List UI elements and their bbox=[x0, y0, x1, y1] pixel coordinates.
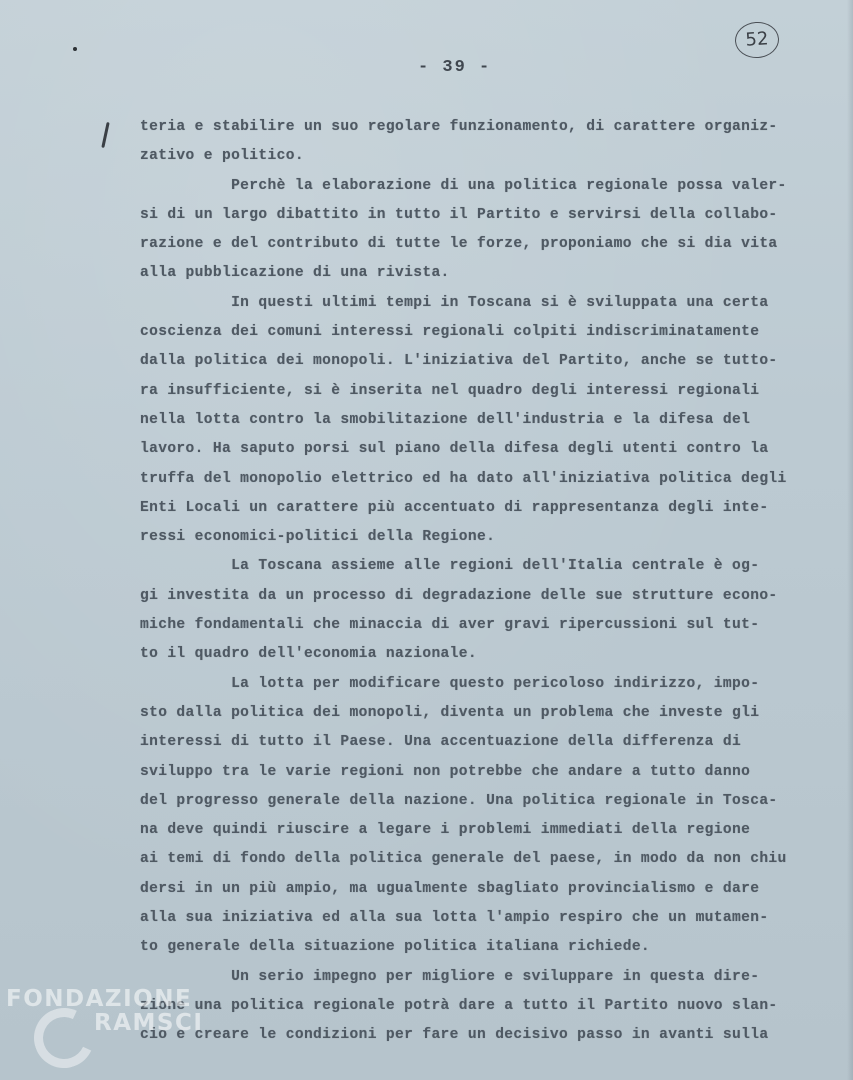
text-line: dalla politica dei monopoli. L'iniziativa del Partito, anche se tutto- bbox=[140, 353, 778, 370]
text-line: truffa del monopolio elettrico ed ha dato all'iniziativa politica degli bbox=[140, 470, 787, 487]
text-line: sviluppo tra le varie regioni non potrebbe che andare a tutto danno bbox=[140, 763, 751, 780]
text-line: ressi economici-politici della Regione. bbox=[140, 529, 496, 546]
text-line: alla pubblicazione di una rivista. bbox=[140, 265, 450, 282]
text-line: In questi ultimi tempi in Toscana si è sviluppata una certa bbox=[140, 294, 769, 311]
text-line: to il quadro dell'economia nazionale. bbox=[140, 646, 477, 663]
text-line: zione una politica regionale potrà dare a tutto il Partito nuovo slan- bbox=[140, 997, 778, 1014]
text-line: zativo e politico. bbox=[140, 148, 304, 165]
text-line: nella lotta contro la smobilitazione dell'industria e la difesa del bbox=[140, 411, 751, 428]
text-line: Perchè la elaborazione di una politica regionale possa valer- bbox=[140, 177, 787, 194]
page-number: - 39 - bbox=[418, 58, 492, 77]
text-line: sto dalla politica dei monopoli, diventa un problema che investe gli bbox=[140, 704, 760, 721]
text-line: ra insufficiente, si è inserita nel quadro degli interessi regionali bbox=[140, 382, 760, 399]
text-line: na deve quindi riuscire a legare i problemi immediati della regione bbox=[140, 822, 751, 839]
document-body bbox=[140, 113, 850, 1051]
fondazione-gramsci-watermark bbox=[6, 986, 216, 1080]
text-line: si di un largo dibattito in tutto il Partito e servirsi della collabo- bbox=[140, 206, 778, 223]
text-line: La lotta per modificare questo pericoloso indirizzo, impo- bbox=[140, 675, 760, 692]
text-line: Un serio impegno per migliore e sviluppare in questa dire- bbox=[140, 968, 760, 985]
text-line: La Toscana assieme alle regioni dell'Italia centrale è og- bbox=[140, 558, 760, 575]
text-line: coscienza dei comuni interessi regionali colpiti indiscriminatamente bbox=[140, 324, 760, 341]
text-line: miche fondamentali che minaccia di aver gravi ripercussioni sul tut- bbox=[140, 617, 760, 634]
text-line: ai temi di fondo della politica generale del paese, in modo da non chiu bbox=[140, 851, 787, 868]
text-line: del progresso generale della nazione. Una politica regionale in Tosca- bbox=[140, 792, 778, 809]
text-line: teria e stabilire un suo regolare funzionamento, di carattere organiz- bbox=[140, 119, 778, 135]
archive-number: 52 bbox=[734, 21, 780, 60]
watermark-line2: RAMSCI bbox=[94, 1010, 204, 1036]
text-line: Enti Locali un carattere più accentuato di rappresentanza degli inte- bbox=[140, 499, 769, 516]
text-line: gi investita da un processo di degradazione delle sue strutture econo- bbox=[140, 587, 778, 604]
watermark-line1: FONDAZIONE bbox=[6, 986, 193, 1012]
ink-dot bbox=[73, 47, 77, 51]
text-line: lavoro. Ha saputo porsi sul piano della difesa degli utenti contro la bbox=[140, 441, 769, 458]
margin-pencil-mark bbox=[101, 122, 109, 148]
text-line: cio e creare le condizioni per fare un decisivo passo in avanti sulla bbox=[140, 1027, 769, 1044]
text-line: interessi di tutto il Paese. Una accentuazione della differenza di bbox=[140, 734, 742, 751]
text-line: alla sua iniziativa ed alla sua lotta l'ampio respiro che un mutamen- bbox=[140, 910, 769, 927]
text-line: razione e del contributo di tutte le forze, proponiamo che si dia vita bbox=[140, 236, 778, 253]
text-line: dersi in un più ampio, ma ugualmente sbagliato provincialismo e dare bbox=[140, 880, 760, 897]
text-line: to generale della situazione politica italiana richiede. bbox=[140, 939, 651, 956]
